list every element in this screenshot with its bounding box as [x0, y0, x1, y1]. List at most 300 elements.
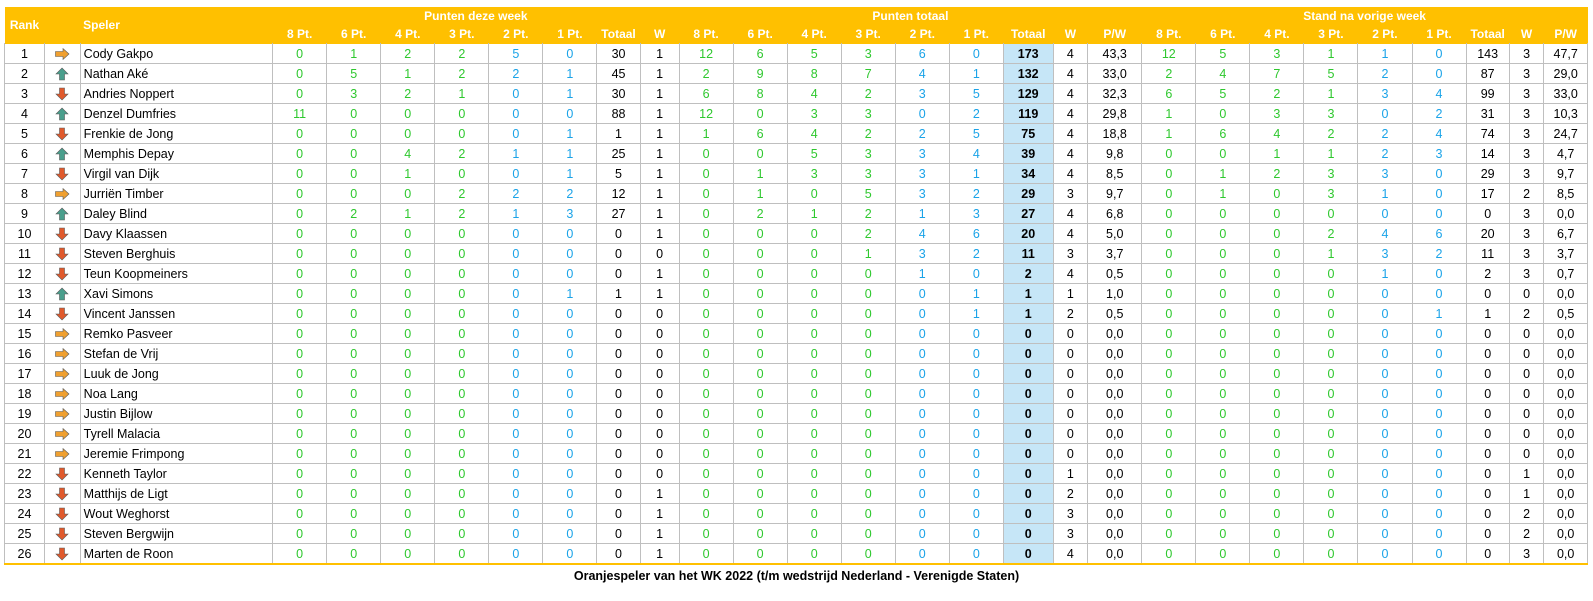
total-cell: 0 — [787, 484, 841, 504]
prev-cell: 0 — [1142, 184, 1196, 204]
week-cell: 2 — [543, 184, 597, 204]
prev-cell: 0 — [1250, 464, 1304, 484]
table-row — [5, 64, 1588, 84]
prev-cell: 0 — [1250, 364, 1304, 384]
prev-cell: 0 — [1142, 464, 1196, 484]
rank-cell: 6 — [5, 144, 45, 164]
prev-cell: 3 — [1509, 544, 1544, 565]
week-cell: 0 — [489, 304, 543, 324]
week-cell: 0 — [273, 184, 327, 204]
total-points-cell: 129 — [1003, 84, 1053, 104]
trend-cell — [45, 184, 81, 204]
total-cell: 0 — [841, 524, 895, 544]
total-points-cell: 0 — [1003, 424, 1053, 444]
prev-cell: 0 — [1466, 404, 1509, 424]
total-cell: 0 — [679, 324, 733, 344]
prev-cell: 2 — [1358, 144, 1412, 164]
trend-cell — [45, 144, 81, 164]
week-cell: 1 — [640, 144, 679, 164]
week-cell: 0 — [381, 304, 435, 324]
week-cell: 1 — [640, 264, 679, 284]
prev-cell: 2 — [1142, 64, 1196, 84]
table-row — [5, 544, 1588, 565]
total-points-cell: 0 — [1003, 524, 1053, 544]
prev-cell: 3 — [1509, 144, 1544, 164]
prev-cell: 0 — [1142, 344, 1196, 364]
arrow-up-icon — [54, 287, 70, 301]
week-cell: 0 — [273, 444, 327, 464]
week-cell: 0 — [273, 384, 327, 404]
prev-cell: 0 — [1466, 424, 1509, 444]
prev-cell: 0 — [1250, 484, 1304, 504]
rank-cell: 9 — [5, 204, 45, 224]
prev-cell: 6,7 — [1544, 224, 1588, 244]
player-name: Jurriën Timber — [80, 184, 272, 204]
week-col-header: 2 Pt. — [489, 25, 543, 44]
week-cell: 1 — [543, 164, 597, 184]
week-cell: 0 — [435, 224, 489, 244]
week-cell: 1 — [640, 284, 679, 304]
week-cell: 2 — [489, 184, 543, 204]
prev-cell: 24,7 — [1544, 124, 1588, 144]
total-cell: 3 — [1053, 184, 1088, 204]
trend-cell — [45, 404, 81, 424]
week-cell: 1 — [597, 124, 640, 144]
week-cell: 0 — [489, 504, 543, 524]
table-row — [5, 404, 1588, 424]
week-cell: 0 — [327, 144, 381, 164]
total-cell: 0,0 — [1088, 404, 1142, 424]
week-cell: 0 — [327, 364, 381, 384]
total-cell: 0 — [679, 244, 733, 264]
week-cell: 0 — [273, 284, 327, 304]
table-row — [5, 184, 1588, 204]
trend-cell — [45, 524, 81, 544]
total-cell: 0 — [679, 384, 733, 404]
prev-cell: 0,0 — [1544, 344, 1588, 364]
player-name: Teun Koopmeiners — [80, 264, 272, 284]
prev-cell: 0 — [1466, 524, 1509, 544]
total-cell: 5 — [949, 84, 1003, 104]
prev-cell: 0 — [1142, 304, 1196, 324]
table-row — [5, 464, 1588, 484]
total-cell: 0 — [895, 404, 949, 424]
total-cell: 0 — [841, 304, 895, 324]
total-cell: 6 — [679, 84, 733, 104]
total-cell: 3 — [841, 104, 895, 124]
prev-cell: 33,0 — [1544, 84, 1588, 104]
total-cell: 6 — [733, 44, 787, 64]
prev-cell: 0 — [1466, 204, 1509, 224]
prev-cell: 0 — [1466, 384, 1509, 404]
week-cell: 0 — [543, 444, 597, 464]
prev-cell: 0 — [1509, 324, 1544, 344]
week-cell: 0 — [435, 504, 489, 524]
prev-cell: 3 — [1304, 164, 1358, 184]
week-cell: 0 — [273, 344, 327, 364]
prev-cell: 0 — [1196, 404, 1250, 424]
prev-cell: 3,7 — [1544, 244, 1588, 264]
prev-cell: 99 — [1466, 84, 1509, 104]
total-cell: 4 — [787, 84, 841, 104]
week-cell: 0 — [435, 124, 489, 144]
week-cell: 0 — [273, 464, 327, 484]
total-points-cell: 1 — [1003, 304, 1053, 324]
prev-cell: 0 — [1196, 364, 1250, 384]
total-points-cell: 2 — [1003, 264, 1053, 284]
week-cell: 0 — [327, 264, 381, 284]
prev-cell: 0 — [1412, 524, 1466, 544]
week-cell: 0 — [435, 104, 489, 124]
total-cell: 2 — [949, 104, 1003, 124]
prev-cell: 1 — [1466, 304, 1509, 324]
table-row — [5, 384, 1588, 404]
prev-cell: 0 — [1142, 504, 1196, 524]
trend-cell — [45, 64, 81, 84]
player-name: Denzel Dumfries — [80, 104, 272, 124]
rank-cell: 25 — [5, 524, 45, 544]
prev-cell: 0 — [1412, 384, 1466, 404]
week-cell: 0 — [435, 384, 489, 404]
rank-cell: 21 — [5, 444, 45, 464]
total-cell: 4 — [895, 224, 949, 244]
prev-cell: 0 — [1466, 284, 1509, 304]
total-cell: 3 — [787, 104, 841, 124]
total-points-cell: 0 — [1003, 444, 1053, 464]
week-cell: 0 — [435, 364, 489, 384]
total-cell: 0 — [679, 464, 733, 484]
week-cell: 0 — [273, 504, 327, 524]
rank-cell: 26 — [5, 544, 45, 565]
prev-cell: 0 — [1250, 384, 1304, 404]
week-cell: 0 — [543, 504, 597, 524]
total-cell: 0,0 — [1088, 544, 1142, 565]
prev-cell: 0 — [1196, 144, 1250, 164]
week-cell: 0 — [543, 324, 597, 344]
total-cell: 0 — [949, 384, 1003, 404]
group-prev-header: Stand na vorige week — [1142, 7, 1588, 25]
total-cell: 0 — [949, 404, 1003, 424]
prev-cell: 3 — [1509, 244, 1544, 264]
prev-cell: 0 — [1142, 264, 1196, 284]
prev-cell: 0 — [1304, 444, 1358, 464]
arrow-up-icon — [54, 207, 70, 221]
standings-body — [5, 44, 1588, 565]
total-cell: 2 — [895, 124, 949, 144]
prev-cell: 7 — [1250, 64, 1304, 84]
week-cell: 0 — [381, 244, 435, 264]
total-cell: 0 — [895, 524, 949, 544]
week-cell: 3 — [543, 204, 597, 224]
total-points-cell: 11 — [1003, 244, 1053, 264]
total-cell: 0 — [949, 524, 1003, 544]
week-cell: 0 — [327, 484, 381, 504]
trend-cell — [45, 344, 81, 364]
prev-cell: 0 — [1412, 184, 1466, 204]
week-cell: 1 — [640, 544, 679, 565]
prev-cell: 0 — [1142, 544, 1196, 565]
total-col-header: P/W — [1088, 25, 1142, 44]
prev-cell: 0 — [1466, 344, 1509, 364]
week-cell: 0 — [381, 404, 435, 424]
player-name: Andries Noppert — [80, 84, 272, 104]
week-cell: 0 — [381, 224, 435, 244]
total-cell: 5 — [949, 124, 1003, 144]
table-row — [5, 424, 1588, 444]
table-row — [5, 524, 1588, 544]
player-name: Nathan Aké — [80, 64, 272, 84]
prev-col-header: 8 Pt. — [1142, 25, 1196, 44]
total-cell: 0 — [949, 444, 1003, 464]
prev-cell: 4 — [1412, 124, 1466, 144]
trend-cell — [45, 424, 81, 444]
week-cell: 27 — [597, 204, 640, 224]
prev-cell: 0 — [1509, 284, 1544, 304]
total-cell: 2 — [1053, 484, 1088, 504]
table-row — [5, 304, 1588, 324]
total-cell: 5 — [841, 184, 895, 204]
prev-cell: 0,0 — [1544, 524, 1588, 544]
prev-cell: 1 — [1304, 84, 1358, 104]
week-cell: 2 — [435, 44, 489, 64]
week-cell: 0 — [327, 164, 381, 184]
week-cell: 12 — [597, 184, 640, 204]
rank-cell: 17 — [5, 364, 45, 384]
week-cell: 0 — [273, 364, 327, 384]
prev-cell: 0,0 — [1544, 324, 1588, 344]
table-row — [5, 264, 1588, 284]
week-cell: 0 — [489, 544, 543, 565]
total-col-header: 1 Pt. — [949, 25, 1003, 44]
week-cell: 0 — [597, 424, 640, 444]
player-name: Davy Klaassen — [80, 224, 272, 244]
prev-cell: 0 — [1196, 264, 1250, 284]
week-cell: 1 — [489, 204, 543, 224]
total-points-cell: 39 — [1003, 144, 1053, 164]
total-points-cell: 29 — [1003, 184, 1053, 204]
prev-cell: 3 — [1250, 44, 1304, 64]
total-col-header: 2 Pt. — [895, 25, 949, 44]
standings-table — [4, 7, 1588, 565]
total-cell: 0 — [679, 284, 733, 304]
week-cell: 1 — [543, 64, 597, 84]
week-cell: 0 — [543, 344, 597, 364]
total-cell: 4 — [787, 124, 841, 144]
prev-cell: 12 — [1142, 44, 1196, 64]
week-cell: 0 — [640, 404, 679, 424]
prev-cell: 0 — [1196, 104, 1250, 124]
week-cell: 2 — [381, 44, 435, 64]
total-cell: 3 — [949, 204, 1003, 224]
prev-cell: 11 — [1466, 244, 1509, 264]
week-cell: 30 — [597, 44, 640, 64]
prev-cell: 2 — [1250, 84, 1304, 104]
total-cell: 0,0 — [1088, 384, 1142, 404]
arrow-down-icon — [54, 527, 70, 541]
prev-col-header: 6 Pt. — [1196, 25, 1250, 44]
total-cell: 1 — [1053, 284, 1088, 304]
total-cell: 3 — [841, 164, 895, 184]
arrow-down-icon — [54, 127, 70, 141]
total-cell: 6 — [949, 224, 1003, 244]
week-cell: 0 — [640, 364, 679, 384]
trend-cell — [45, 104, 81, 124]
player-name: Virgil van Dijk — [80, 164, 272, 184]
week-cell: 1 — [640, 164, 679, 184]
total-cell: 0 — [895, 444, 949, 464]
prev-cell: 0 — [1412, 364, 1466, 384]
total-cell: 3 — [841, 44, 895, 64]
prev-cell: 9,7 — [1544, 164, 1588, 184]
prev-cell: 3 — [1509, 124, 1544, 144]
total-cell: 0 — [787, 504, 841, 524]
total-cell: 1 — [733, 164, 787, 184]
total-points-cell: 0 — [1003, 464, 1053, 484]
trend-cell — [45, 504, 81, 524]
player-name: Memphis Depay — [80, 144, 272, 164]
prev-cell: 0 — [1412, 264, 1466, 284]
total-cell: 2 — [679, 64, 733, 84]
trend-cell — [45, 264, 81, 284]
prev-cell: 0 — [1142, 324, 1196, 344]
prev-cell: 0 — [1250, 444, 1304, 464]
week-cell: 1 — [640, 44, 679, 64]
prev-col-header: P/W — [1544, 25, 1588, 44]
prev-cell: 2 — [1509, 184, 1544, 204]
total-cell: 0 — [949, 264, 1003, 284]
prev-cell: 0 — [1358, 504, 1412, 524]
prev-col-header: Totaal — [1466, 25, 1509, 44]
prev-cell: 3 — [1304, 104, 1358, 124]
week-cell: 0 — [273, 484, 327, 504]
week-cell: 0 — [435, 344, 489, 364]
week-cell: 1 — [381, 204, 435, 224]
week-cell: 0 — [489, 384, 543, 404]
total-cell: 0 — [1053, 444, 1088, 464]
prev-cell: 14 — [1466, 144, 1509, 164]
week-cell: 1 — [543, 144, 597, 164]
prev-cell: 1 — [1509, 484, 1544, 504]
prev-cell: 0 — [1304, 464, 1358, 484]
total-cell: 0 — [733, 264, 787, 284]
prev-cell: 2 — [1250, 164, 1304, 184]
total-cell: 0,0 — [1088, 464, 1142, 484]
prev-cell: 0 — [1142, 524, 1196, 544]
total-cell: 0 — [1053, 344, 1088, 364]
prev-col-header: 2 Pt. — [1358, 25, 1412, 44]
total-cell: 0 — [1053, 364, 1088, 384]
week-cell: 0 — [489, 444, 543, 464]
prev-cell: 2 — [1509, 304, 1544, 324]
prev-cell: 0 — [1358, 304, 1412, 324]
total-points-cell: 0 — [1003, 544, 1053, 565]
trend-cell — [45, 384, 81, 404]
week-cell: 0 — [489, 344, 543, 364]
prev-cell: 2 — [1509, 504, 1544, 524]
total-cell: 3 — [841, 144, 895, 164]
prev-cell: 0 — [1509, 384, 1544, 404]
prev-cell: 0 — [1142, 364, 1196, 384]
week-cell: 0 — [327, 464, 381, 484]
week-cell: 1 — [640, 524, 679, 544]
total-cell: 3,7 — [1088, 244, 1142, 264]
arrow-down-icon — [54, 467, 70, 481]
prev-cell: 0 — [1196, 224, 1250, 244]
prev-cell: 0 — [1412, 444, 1466, 464]
total-cell: 0 — [895, 284, 949, 304]
week-cell: 0 — [327, 284, 381, 304]
rank-cell: 8 — [5, 184, 45, 204]
week-cell: 1 — [435, 84, 489, 104]
total-cell: 4 — [1053, 144, 1088, 164]
rank-cell: 2 — [5, 64, 45, 84]
total-cell: 0 — [895, 464, 949, 484]
total-points-cell: 0 — [1003, 384, 1053, 404]
prev-cell: 0 — [1196, 284, 1250, 304]
week-col-header: 1 Pt. — [543, 25, 597, 44]
total-cell: 4 — [895, 64, 949, 84]
prev-cell: 0 — [1304, 364, 1358, 384]
total-cell: 0 — [787, 524, 841, 544]
total-cell: 0 — [1053, 384, 1088, 404]
prev-cell: 0 — [1358, 524, 1412, 544]
table-row — [5, 504, 1588, 524]
prev-cell: 0 — [1250, 344, 1304, 364]
week-cell: 0 — [543, 544, 597, 565]
prev-cell: 0 — [1250, 324, 1304, 344]
week-cell: 5 — [327, 64, 381, 84]
week-cell: 0 — [543, 44, 597, 64]
week-cell: 0 — [327, 404, 381, 424]
total-cell: 12 — [679, 104, 733, 124]
total-cell: 0 — [733, 224, 787, 244]
total-cell: 3 — [787, 164, 841, 184]
total-cell: 2 — [949, 184, 1003, 204]
trend-cell — [45, 124, 81, 144]
week-cell: 0 — [543, 224, 597, 244]
prev-cell: 0 — [1412, 404, 1466, 424]
total-cell: 0,5 — [1088, 304, 1142, 324]
total-cell: 0,0 — [1088, 444, 1142, 464]
total-cell: 0 — [787, 224, 841, 244]
prev-cell: 0,0 — [1544, 384, 1588, 404]
prev-cell: 2 — [1358, 64, 1412, 84]
prev-cell: 0 — [1358, 424, 1412, 444]
week-cell: 2 — [489, 64, 543, 84]
total-cell: 0 — [787, 264, 841, 284]
total-cell: 0 — [895, 364, 949, 384]
prev-cell: 0 — [1412, 464, 1466, 484]
prev-cell: 2 — [1358, 124, 1412, 144]
prev-cell: 0 — [1250, 244, 1304, 264]
rank-cell: 4 — [5, 104, 45, 124]
prev-cell: 0 — [1250, 224, 1304, 244]
week-cell: 0 — [489, 404, 543, 424]
total-cell: 4 — [1053, 44, 1088, 64]
week-cell: 0 — [489, 284, 543, 304]
total-col-header: 4 Pt. — [787, 25, 841, 44]
table-row — [5, 444, 1588, 464]
table-row — [5, 364, 1588, 384]
trend-cell — [45, 44, 81, 64]
table-row — [5, 344, 1588, 364]
prev-cell: 3 — [1509, 264, 1544, 284]
week-cell: 0 — [489, 224, 543, 244]
prev-cell: 3 — [1509, 84, 1544, 104]
total-cell: 0 — [841, 344, 895, 364]
prev-cell: 0 — [1196, 524, 1250, 544]
prev-cell: 0 — [1196, 424, 1250, 444]
